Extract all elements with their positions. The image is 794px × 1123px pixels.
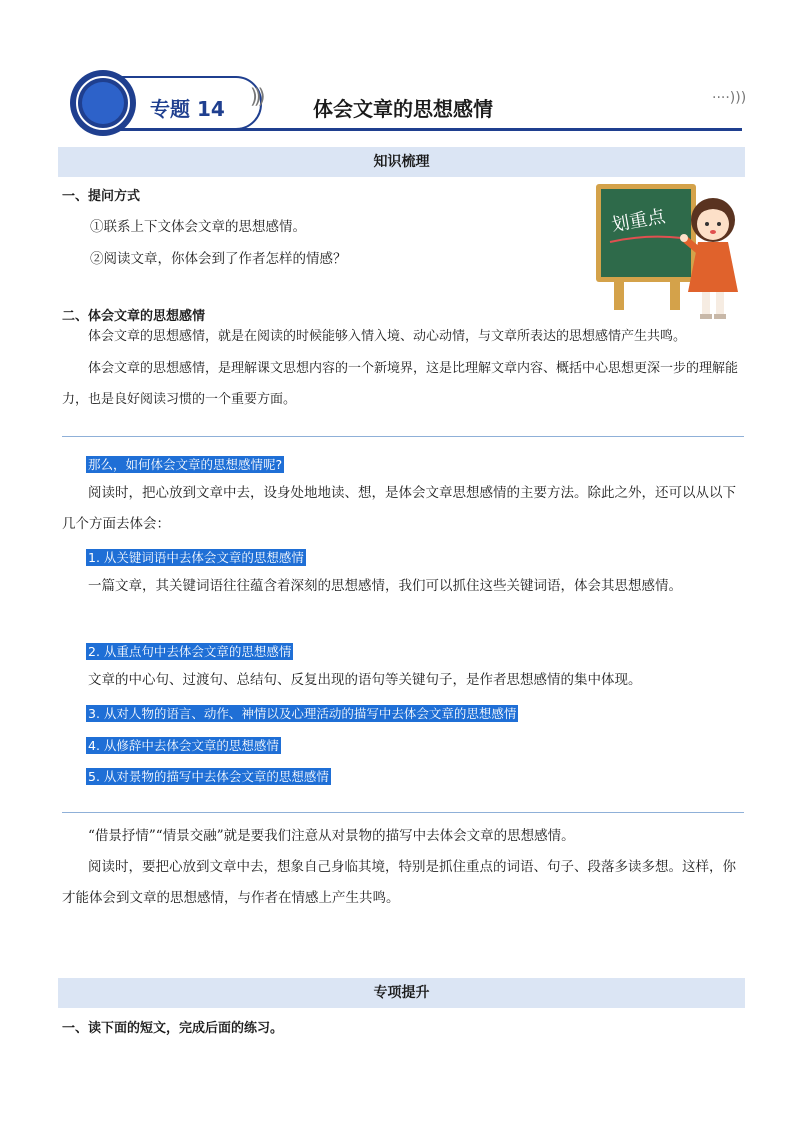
method-2-title: 2. 从重点句中去体会文章的思想感情 (88, 644, 292, 659)
method-5-title: 5. 从对景物的描写中去体会文章的思想感情 (88, 769, 329, 784)
heading-question-types: 一、提问方式 (62, 189, 141, 204)
section-title-practice: 专项提升 (58, 978, 745, 1008)
method-2-text: 文章的中心句、过渡句、总结句、反复出现的语句等关键句子，是作者思想感情的集中体现。 (88, 672, 642, 688)
page-title: 体会文章的思想感情 (313, 97, 493, 121)
topic-number: 专题 14 (150, 97, 225, 121)
method-1-title: 1. 从关键词语中去体会文章的思想感情 (88, 550, 304, 565)
heading-experience-emotions: 二、体会文章的思想感情 (62, 309, 206, 324)
divider-top (62, 436, 744, 437)
paragraph-definition: 体会文章的思想感情，就是在阅读的时候能够入情入境、动心动情，与文章所表达的思想感情产生共鸣。 (88, 329, 687, 344)
divider-bottom (62, 812, 744, 813)
method-3-title: 3. 从对人物的语言、动作、神情以及心理活动的描写中去体会文章的思想感情 (88, 706, 517, 721)
dots-decoration: ····))) (712, 90, 747, 106)
wave-arcs-icon: ))) (250, 84, 262, 108)
practice-task: 一、读下面的短文，完成后面的练习。 (62, 1021, 284, 1036)
closing-paragraph-1: “借景抒情”“情景交融”就是要我们注意从对景物的描写中去体会文章的思想感情。 (88, 828, 575, 844)
methods-question: 那么，如何体会文章的思想感情呢? (88, 457, 283, 472)
closing-paragraph-2: 阅读时，要把心放到文章中去，想象自己身临其境，特别是抓住重点的词语、句子、段落多读多想。这样，你才能体会到文章的思想感情，与作者在情感上产生共鸣。 (62, 859, 736, 906)
header-circle-core (82, 82, 124, 124)
methods-intro: 阅读时，把心放到文章中去，设身处地地读、想，是体会文章思想感情的主要方法。除此之外，还可以从以下几个方面去体会： (62, 485, 736, 532)
board-text: 划重点 (610, 205, 667, 237)
teacher-chalkboard-illustration (590, 180, 750, 320)
paragraph-significance: 体会文章的思想感情，是理解课文思想内容的一个新境界，这是比理解文章内容、概括中心思想更深一步的理解能力，也是良好阅读习惯的一个重要方面。 (62, 361, 739, 407)
question-item-2: ②阅读文章，你体会到了作者怎样的情感？ (90, 251, 347, 267)
question-item-1: ①联系上下文体会文章的思想感情。 (90, 219, 306, 235)
method-4-title: 4. 从修辞中去体会文章的思想感情 (88, 738, 279, 753)
section-title-knowledge: 知识梳理 (58, 147, 745, 177)
method-1-text: 一篇文章，其关键词语往往蕴含着深刻的思想感情，我们可以抓住这些关键词语，体会其思想感情。 (88, 578, 682, 594)
